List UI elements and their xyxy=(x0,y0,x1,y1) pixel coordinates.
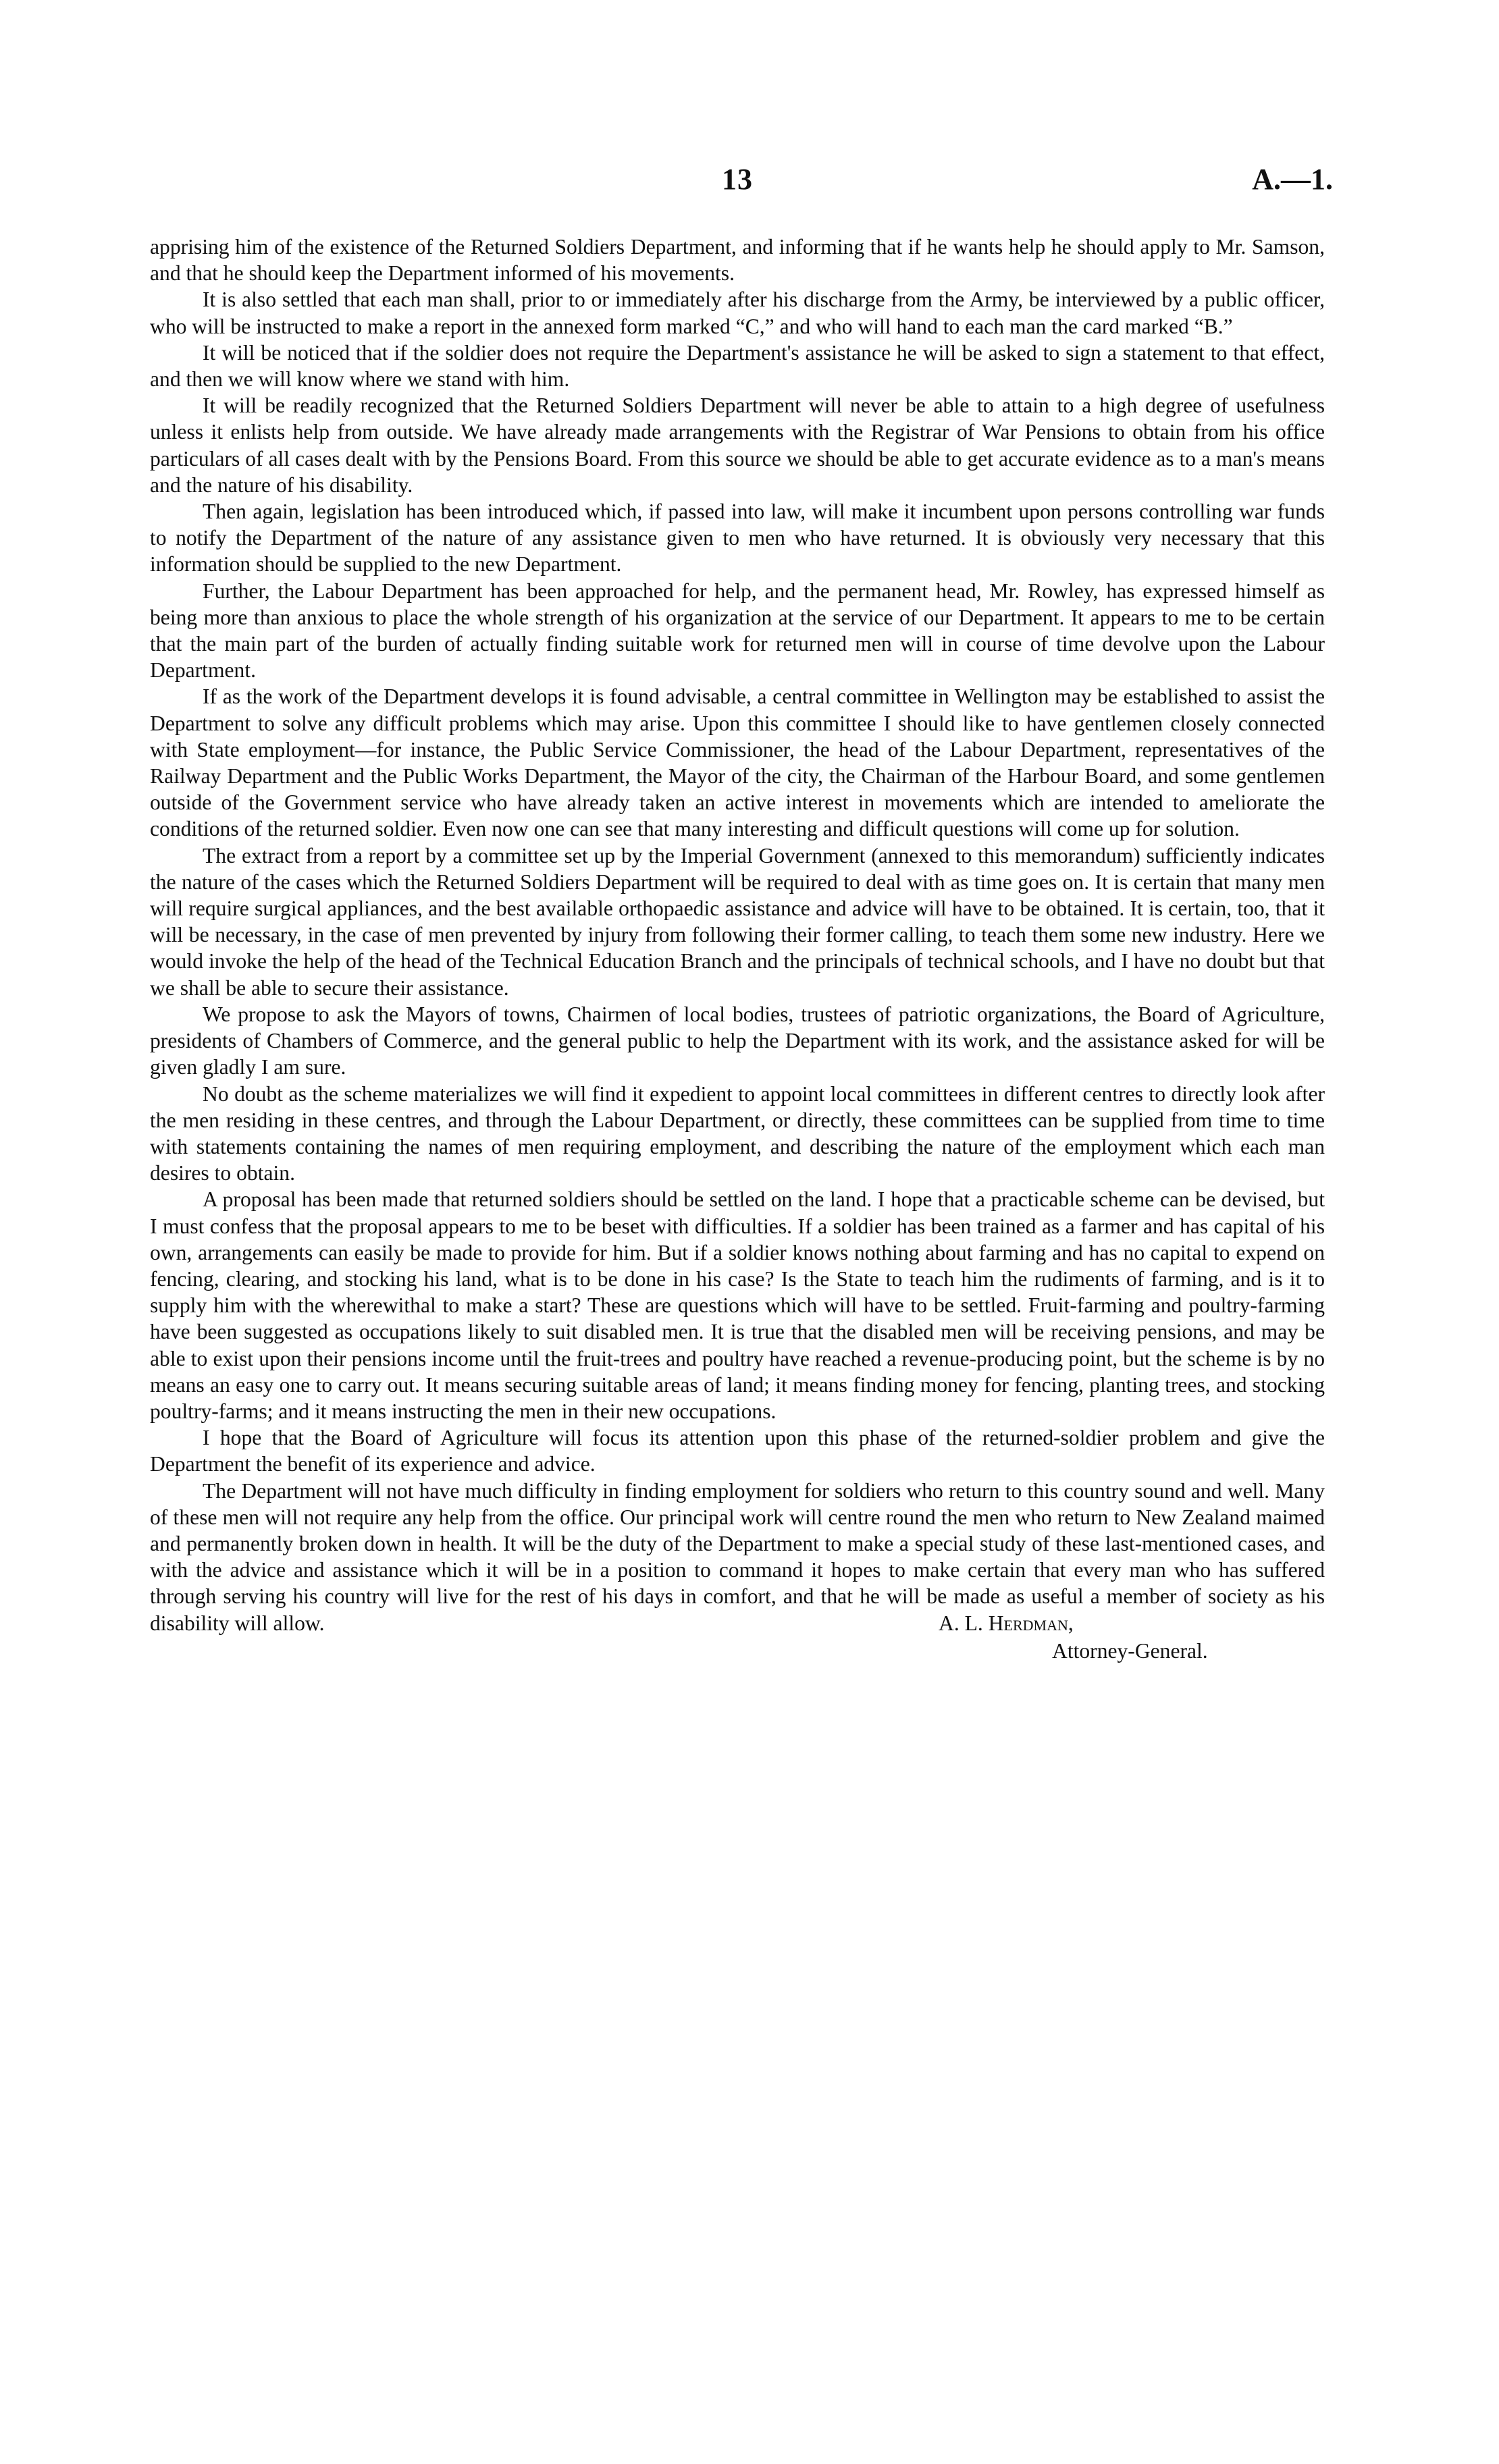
paragraph: The extract from a report by a committee set up by the Imperial Government (annexed to this memorandum) sufficiently indicates the nature of the cases which the Returned Soldiers Department will be required to deal with as time goes on. It is certain that many men will require surgical appliances, and the best available orthopaedic assistance and advice will have to be obtained. It is certain, too, that it will be necessary, in the case of men prevented by injury from following their former calling, to teach them some new industry. Here we would invoke the help of the head of the Technical Education Branch and the principals of technical schools, and I have no doubt but that we shall be able to secure their assistance. xyxy=(150,843,1325,1000)
paragraph: Further, the Labour Department has been approached for help, and the permanent head, Mr. Rowley, has expressed himself as being more than anxious to place the whole strength of his organization at the service of our Department. It appears to me to be certain that the main part of the burden of actually finding suitable work for returned men will in course of time devolve upon the Labour Department. xyxy=(150,579,1325,682)
memorandum-body xyxy=(150,234,1325,1636)
document-page xyxy=(150,162,1333,1690)
paragraph: I hope that the Board of Agriculture will focus its attention upon this phase of the returned-soldier problem and give the Department the benefit of its experience and advice. xyxy=(150,1426,1325,1476)
page-header xyxy=(150,162,1333,209)
paragraph: Then again, legislation has been introduced which, if passed into law, will make it incumbent upon persons controlling war funds to notify the Department of the nature of any assistance given to men who have returned. It is obviously very necessary that this information should be supplied to the new Department. xyxy=(150,500,1325,577)
signature-block xyxy=(150,1611,1325,1690)
page-number: 13 xyxy=(722,163,753,196)
paragraph: A proposal has been made that returned soldiers should be settled on the land. I hope that a practicable scheme can be devised, but I must confess that the proposal appears to me to be beset with difficulties. If a soldier has been trained as a farmer and has capital of his own, arrangements can easily be made to provide for him. But if a soldier knows nothing about farming and has no capital to expend on fencing, clearing, and stocking his land, what is to be done in his case? Is the State to teach him the rudiments of farming, and is it to supply him with the wherewithal to make a start? These are questions which will have to be settled. Fruit-farming and poultry-farming have been suggested as occupations likely to suit disabled men. It is true that the disabled men will be receiving pensions, and may be able to exist upon their pensions income until the fruit-trees and poultry have reached a revenue-producing point, but the scheme is by no means an easy one to carry out. It means securing suitable areas of land; it means finding money for fencing, planting trees, and stocking poultry-farms; and it means instructing the men in their new occupations. xyxy=(150,1187,1325,1423)
signatory-surname: Herdman, xyxy=(988,1611,1074,1635)
paragraph: The Department will not have much difficulty in finding employment for soldiers who return to this country sound and well. Many of these men will not require any help from the office. Our principal work will centre round the men who return to New Zealand maimed and permanently broken down in health. It will be the duty of the Department to make a special study of these last-mentioned cases, and with the advice and assistance which it will be in a position to command it hopes to make certain that every man who has suffered through serving his country will live for the rest of his days in comfort, and that he will be made as useful a member of society as his disability will allow. xyxy=(150,1478,1325,1635)
paragraph: It will be noticed that if the soldier does not require the Department's assistance he will be asked to sign a statement to that effect, and then we will know where we stand with him. xyxy=(150,340,1325,392)
paragraph: We propose to ask the Mayors of towns, Chairmen of local bodies, trustees of patriotic organizations, the Board of Agriculture, presidents of Chambers of Commerce, and the general public to help the Department with its work, and the assistance asked for will be given gladly I am sure. xyxy=(150,1002,1325,1079)
signatory-title: Attorney-General. xyxy=(1052,1638,1208,1663)
paragraph: If as the work of the Department develops it is found advisable, a central committee in Wellington may be established to assist the Department to solve any difficult problems which may arise. Upon this committee I should like to have gentlemen closely connected with State employment—for instance, the Public Service Commissioner, the head of the Labour Department, representatives of the Railway Department and the Public Works Department, the Mayor of the city, the Chairman of the Harbour Board, and some gentlemen outside of the Government service who have already taken an active interest in movements which are intended to ameliorate the conditions of the returned soldier. Even now one can see that many interesting and difficult questions will come up for solution. xyxy=(150,685,1325,841)
paragraph-continuation: apprising him of the existence of the Returned Soldiers Department, and informing that if he wants help he should apply to Mr. Samson, and that he should keep the Department informed of his movements. xyxy=(150,235,1325,286)
paragraph: It will be readily recognized that the Returned Soldiers Department will never be able to attain to a high degree of usefulness unless it enlists help from outside. We have already made arrangements with the Registrar of War Pensions to obtain from his office particulars of all cases dealt with by the Pensions Board. From this source we should be able to get accurate evidence as to a man's means and the nature of his disability. xyxy=(150,394,1325,497)
signatory-name xyxy=(939,1610,1074,1636)
document-reference: A.—1. xyxy=(1252,163,1333,196)
signatory-initials: A. L. xyxy=(939,1611,983,1635)
paragraph: No doubt as the scheme materializes we will find it expedient to appoint local committees in different centres to directly look after the men residing in these centres, and through the Labour Department, or directly, these committees can be supplied from time to time with statements containing the names of men requiring employment, and describing the nature of the employment which each man desires to obtain. xyxy=(150,1081,1325,1185)
paragraph: It is also settled that each man shall, prior to or immediately after his discharge from the Army, be interviewed by a public officer, who will be instructed to make a report in the annexed form marked “C,” and who will hand to each man the card marked “B.” xyxy=(150,288,1325,338)
